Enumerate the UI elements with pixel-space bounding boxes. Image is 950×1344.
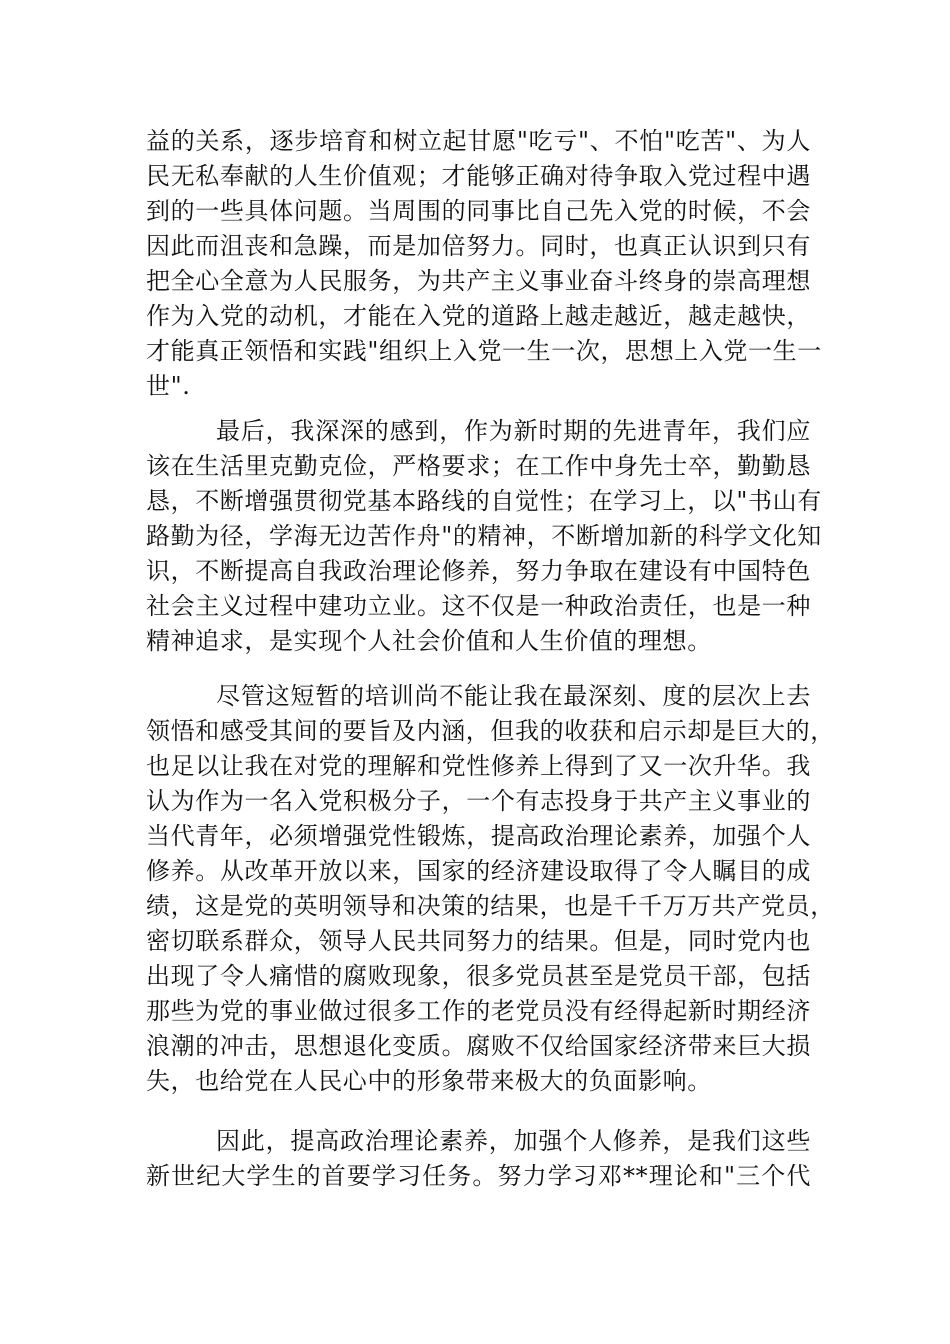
text-line: 路勤为径，学海无边苦作舟"的精神，不断增加新的科学文化知 bbox=[146, 522, 822, 550]
text-line: 识，不断提高自我政治理论修养，努力争取在建设有中国特色 bbox=[146, 557, 811, 585]
text-line: 精神追求，是实现个人社会价值和人生价值的理想。 bbox=[146, 627, 712, 655]
text-line: 民无私奉献的人生价值观；才能够正确对待争取入党过程中遇 bbox=[146, 162, 811, 190]
text-line: 密切联系群众，领导人民共同努力的结果。但是，同时党内也 bbox=[146, 927, 811, 955]
text-line: 新世纪大学生的首要学习任务。努力学习邓**理论和"三个代 bbox=[146, 1162, 811, 1190]
text-line: 失，也给党在人民心中的形象带来极大的负面影响。 bbox=[146, 1067, 712, 1095]
text-line: 出现了令人痛惜的腐败现象，很多党员甚至是党员干部，包括 bbox=[146, 962, 811, 990]
text-line: 修养。从改革开放以来，国家的经济建设取得了令人瞩目的成 bbox=[146, 857, 811, 885]
text-line: 该在生活里克勤克俭，严格要求；在工作中身先士卒，勤勤恳 bbox=[146, 452, 811, 480]
text-line: 当代青年，必须增强党性锻炼，提高政治理论素养，加强个人 bbox=[146, 822, 811, 850]
text-line: 领悟和感受其间的要旨及内涵，但我的收获和启示却是巨大的， bbox=[146, 717, 835, 745]
text-line: 浪潮的冲击，思想退化变质。腐败不仅给国家经济带来巨大损 bbox=[146, 1032, 811, 1060]
text-line: 才能真正领悟和实践"组织上入党一生一次，思想上入党一生一 bbox=[146, 337, 822, 365]
document-page bbox=[146, 0, 835, 1344]
text-line: 益的关系，逐步培育和树立起甘愿"吃亏"、不怕"吃苦"、为人 bbox=[146, 127, 811, 155]
text-line: 作为入党的动机，才能在入党的道路上越走越近，越走越快， bbox=[146, 302, 811, 330]
text-line: 也足以让我在对党的理解和党性修养上得到了又一次升华。我 bbox=[146, 752, 811, 780]
text-line: 绩，这是党的英明领导和决策的结果，也是千千万万共产党员， bbox=[146, 892, 835, 920]
text-line: 那些为党的事业做过很多工作的老党员没有经得起新时期经济 bbox=[146, 997, 811, 1025]
text-line: 认为作为一名入党积极分子，一个有志投身于共产主义事业的 bbox=[146, 787, 811, 815]
text-line: 世". bbox=[146, 372, 191, 400]
text-line: 到的一些具体问题。当周围的同事比自己先入党的时候，不会 bbox=[146, 197, 811, 225]
text-line: 把全心全意为人民服务，为共产主义事业奋斗终身的崇高理想 bbox=[146, 267, 811, 295]
paragraph-first-line: 尽管这短暂的培训尚不能让我在最深刻、度的层次上去 bbox=[216, 682, 811, 710]
text-line: 恳，不断增强贯彻党基本路线的自觉性；在学习上，以"书山有 bbox=[146, 487, 822, 515]
paragraph-first-line: 最后，我深深的感到，作为新时期的先进青年，我们应 bbox=[216, 417, 811, 445]
text-line: 因此而沮丧和急躁，而是加倍努力。同时，也真正认识到只有 bbox=[146, 232, 811, 260]
paragraph-first-line: 因此，提高政治理论素养，加强个人修养，是我们这些 bbox=[216, 1127, 811, 1155]
text-line: 社会主义过程中建功立业。这不仅是一种政治责任，也是一种 bbox=[146, 592, 811, 620]
